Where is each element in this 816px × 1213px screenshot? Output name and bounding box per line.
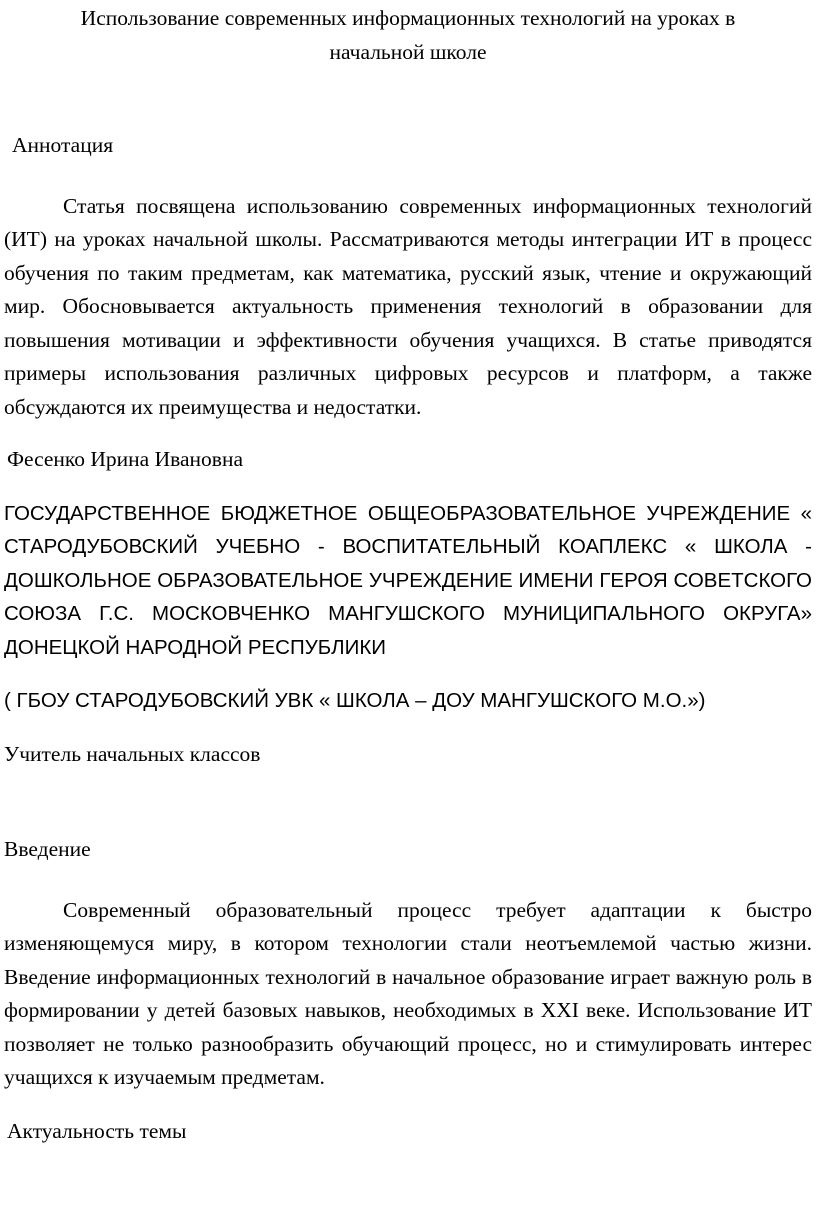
intro-heading: Введение [4, 837, 91, 861]
author-position: Учитель начальных классов [4, 741, 261, 766]
annotation-heading: Аннотация [12, 133, 114, 157]
organization-name: ГОСУДАРСТВЕННОЕ БЮДЖЕТНОЕ ОБЩЕОБРАЗОВАТЕЛЬНОЕ УЧРЕЖДЕНИЕ « СТАРОДУБОВСКИЙ УЧЕБНО - ВОСПИТАТЕЛЬНЫЙ КОАПЛЕКС « ШКОЛА - ДОШКОЛЬНОЕ ОБРАЗОВАТЕЛЬНОЕ УЧРЕЖДЕНИЕ ИМЕНИ ГЕРОЯ СОВЕТСКОГО СОЮЗА Г.С. МОСКОВЧЕНКО МАНГУШСКОГО МУНИЦИПАЛЬНОГО ОКРУГА» ДОНЕЦКОЙ НАРОДНОЙ РЕСПУБЛИКИ [4, 501, 812, 659]
author-name: Фесенко Ирина Ивановна [7, 447, 243, 471]
intro-text: Современный образовательный процесс требует адаптации к быстро изменяющемуся миру, в котором технологии стали неотъемлемой частью жизни. Введение информационных технологий в начальное образование играет важную роль в формировании у детей базовых навыков, необходимых в XXI веке. Использование ИТ позволяет не только разнообразить обучающий процесс, но и стимулировать интерес учащихся к изучаемым предметам. [4, 897, 812, 1089]
document-title: Использование современных информационных технологий на уроках в начальной школе [80, 6, 736, 64]
organization-short-name: ( ГБОУ СТАРОДУБОВСКИЙ УВК « ШКОЛА – ДОУ МАНГУШСКОГО М.О.») [4, 689, 706, 712]
relevance-heading: Актуальность темы [7, 1118, 187, 1143]
annotation-text: Статья посвящена использованию современных информационных технологий (ИТ) на уроках начальной школы. Рассматриваются методы интеграции ИТ в процесс обучения по таким предметам, как математика, русский язык, чтение и окружающий мир. Обосновывается актуальность применения технологий в образовании для повышения мотивации и эффективности обучения учащихся. В статье приводятся примеры использования различных цифровых ресурсов и платформ, а также обсуждаются их преимущества и недостатки. [4, 193, 812, 419]
